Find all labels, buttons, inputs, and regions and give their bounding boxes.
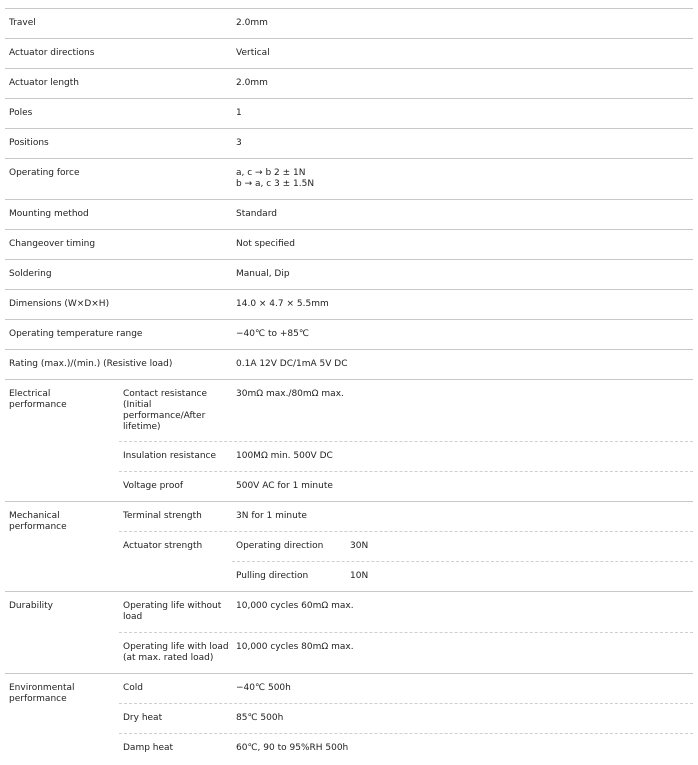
row-label: Rating (max.)/(min.) (Resistive load) bbox=[9, 359, 173, 369]
sub-row-value: 60℃, 90 to 95%RH 500h bbox=[236, 743, 349, 753]
spec-group-durability bbox=[5, 592, 693, 674]
row-label: Operating force bbox=[9, 168, 80, 178]
sub-row-label: Dry heat bbox=[123, 713, 163, 723]
spec-group-electrical bbox=[5, 380, 693, 502]
group-label: Durability bbox=[9, 601, 53, 611]
group-label: Mechanical performance bbox=[9, 511, 67, 532]
sub-row-value: 3N for 1 minute bbox=[236, 511, 307, 521]
spec-row-operating-temperature bbox=[5, 320, 693, 350]
direction-value: 10N bbox=[350, 571, 369, 581]
row-label: Mounting method bbox=[9, 209, 89, 219]
sub-row-cold bbox=[119, 674, 693, 704]
row-value: 0.1A 12V DC/1mA 5V DC bbox=[236, 359, 348, 369]
row-label: Dimensions (W×D×H) bbox=[9, 299, 110, 309]
row-label: Actuator directions bbox=[9, 48, 95, 58]
sub-row-damp-heat bbox=[119, 734, 693, 763]
row-value: Not specified bbox=[236, 239, 295, 249]
row-label: Soldering bbox=[9, 269, 52, 279]
row-label: Actuator length bbox=[9, 78, 79, 88]
sub-row-life-without-load bbox=[119, 592, 693, 633]
sub-row-label: Damp heat bbox=[123, 743, 174, 753]
row-value: 3 bbox=[236, 138, 242, 148]
sub-row-contact-resistance bbox=[119, 380, 693, 442]
direction-label: Operating direction bbox=[236, 541, 324, 551]
spec-row-travel bbox=[5, 9, 693, 39]
row-value: Vertical bbox=[236, 48, 270, 58]
sub-row-label: Operating life without load bbox=[123, 601, 222, 622]
spec-row-soldering bbox=[5, 260, 693, 290]
row-value: 2.0mm bbox=[236, 18, 268, 28]
sub-row-value: 30mΩ max./80mΩ max. bbox=[236, 389, 344, 399]
spec-row-actuator-directions bbox=[5, 39, 693, 69]
row-value: 1 bbox=[236, 108, 242, 118]
sub-row-label: Insulation resistance bbox=[123, 451, 217, 461]
row-value: 14.0 × 4.7 × 5.5mm bbox=[236, 299, 329, 309]
sub-row-voltage-proof bbox=[119, 472, 693, 501]
row-label: Operating temperature range bbox=[9, 329, 143, 339]
spec-group-mechanical bbox=[5, 502, 693, 592]
direction-row-pulling bbox=[232, 562, 693, 591]
row-value: −40℃ to +85℃ bbox=[236, 329, 309, 339]
sub-row-value: 85℃ 500h bbox=[236, 713, 284, 723]
sub-row-label: Cold bbox=[123, 683, 144, 693]
row-value: Manual, Dip bbox=[236, 269, 290, 279]
sub-row-life-with-load bbox=[119, 633, 693, 673]
sub-row-value: 100MΩ min. 500V DC bbox=[236, 451, 333, 461]
sub-row-value: 10,000 cycles 80mΩ max. bbox=[236, 642, 354, 652]
row-label: Travel bbox=[9, 18, 36, 28]
spec-row-mounting-method bbox=[5, 200, 693, 230]
group-label: Environmental performance bbox=[9, 683, 75, 704]
row-value: a, c → b 2 ± 1N bbox=[236, 168, 306, 178]
sub-row-label: Terminal strength bbox=[123, 511, 202, 521]
spec-table bbox=[5, 8, 693, 763]
sub-row-insulation-resistance bbox=[119, 442, 693, 472]
row-value-line2: b → a, c 3 ± 1.5N bbox=[236, 179, 315, 189]
spec-row-dimensions bbox=[5, 290, 693, 320]
sub-row-label: Operating life with load (at max. rated load) bbox=[123, 642, 229, 663]
row-label: Changeover timing bbox=[9, 239, 96, 249]
row-label: Poles bbox=[9, 108, 33, 118]
sub-row-dry-heat bbox=[119, 704, 693, 734]
group-label: Electrical performance bbox=[9, 389, 67, 410]
sub-row-value: 10,000 cycles 60mΩ max. bbox=[236, 601, 354, 611]
sub-row-value: 500V AC for 1 minute bbox=[236, 481, 333, 491]
row-value: 2.0mm bbox=[236, 78, 268, 88]
direction-row-operating bbox=[232, 532, 693, 562]
spec-row-changeover-timing bbox=[5, 230, 693, 260]
spec-row-actuator-length bbox=[5, 69, 693, 99]
spec-group-environmental bbox=[5, 674, 693, 763]
spec-row-rating bbox=[5, 350, 693, 380]
row-label: Positions bbox=[9, 138, 49, 148]
sub-row-terminal-strength bbox=[119, 502, 693, 532]
sub-row-label: Contact resistance (Initial performance/After lifetime) bbox=[123, 389, 208, 432]
spec-row-positions bbox=[5, 129, 693, 159]
spec-row-operating-force bbox=[5, 159, 693, 200]
direction-label: Pulling direction bbox=[236, 571, 309, 581]
direction-value: 30N bbox=[350, 541, 369, 551]
sub-row-value: −40℃ 500h bbox=[236, 683, 291, 693]
sub-row-label: Actuator strength bbox=[123, 541, 203, 551]
row-value: Standard bbox=[236, 209, 277, 219]
sub-row-label: Voltage proof bbox=[123, 481, 184, 491]
spec-row-poles bbox=[5, 99, 693, 129]
